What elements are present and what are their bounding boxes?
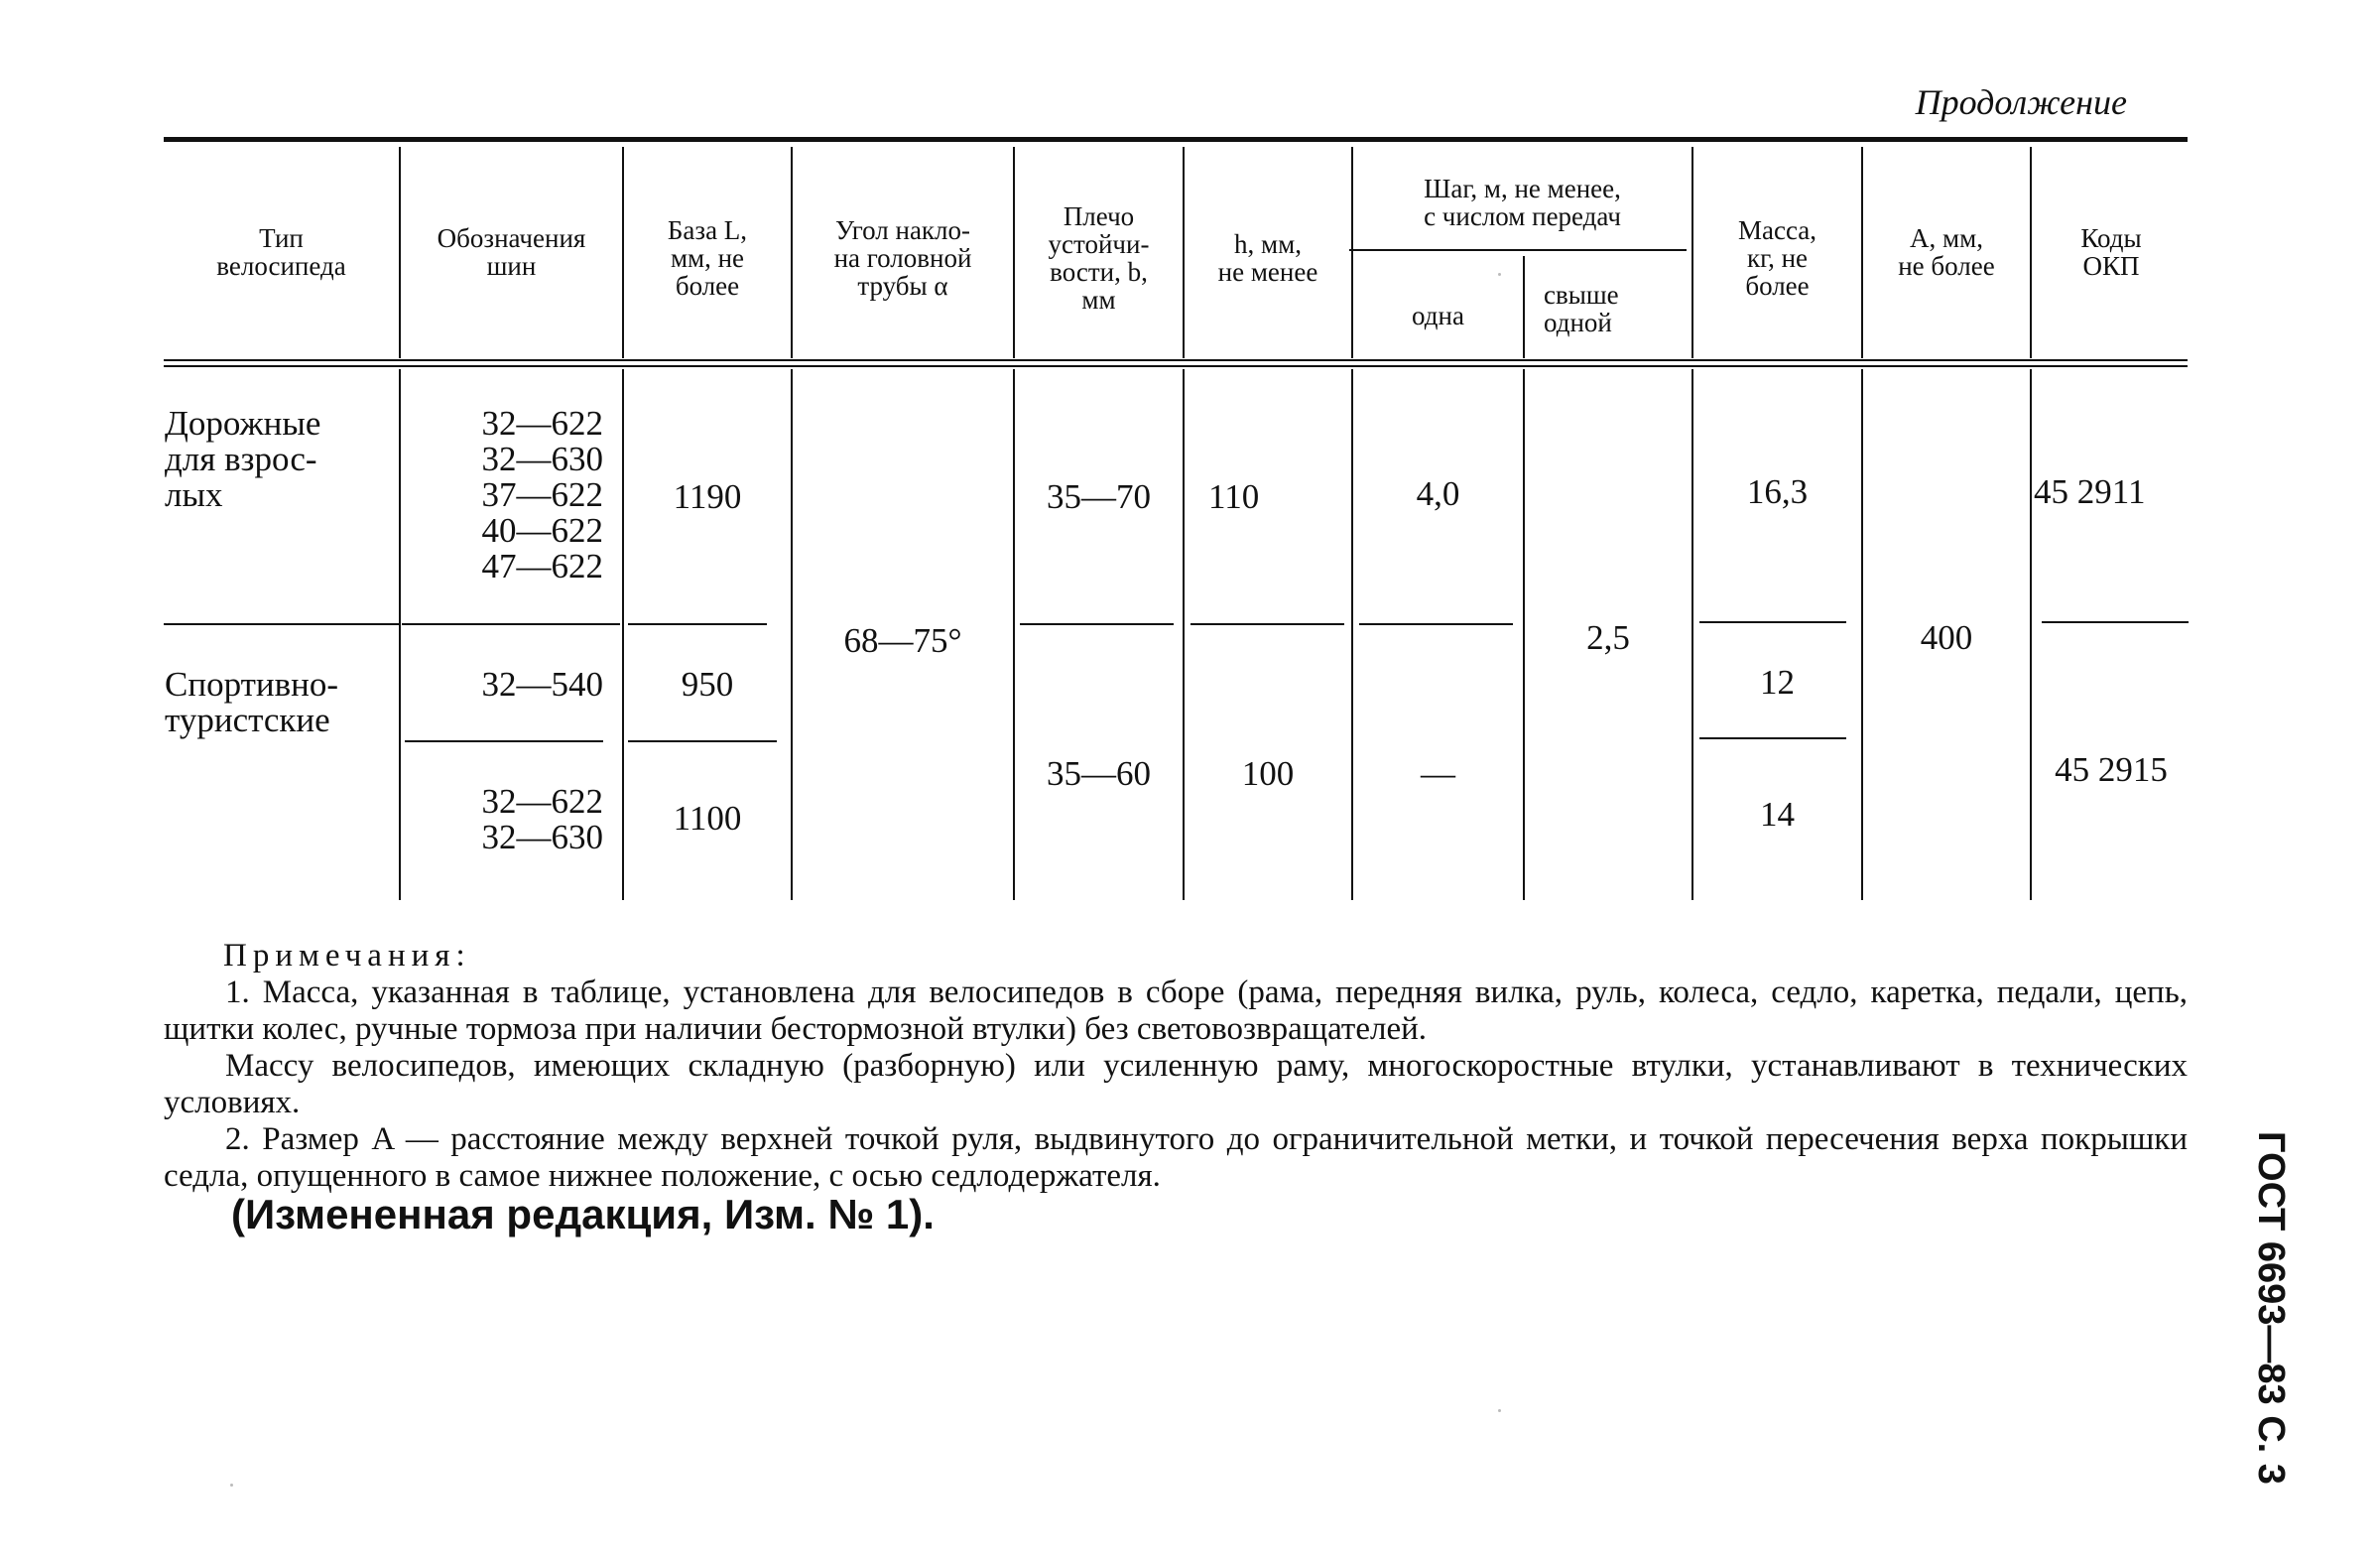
row-road-h: 110 bbox=[1208, 477, 1260, 516]
note-2: 2. Размер A — расстояние между верхней точкой руля, выдвинутого до ограничительной метки, и точкой пересечения верха покрышки седла, опущенного в самое нижнее положение, с осью седлодержателя. bbox=[164, 1121, 2188, 1194]
row-sport-step-one: — bbox=[1421, 754, 1455, 793]
notes-title: Примечания: bbox=[223, 938, 471, 974]
note-1-continued: Массу велосипедов, имеющих складную (разборную) или усиленную раму, многоскоростные втулки, устанавливают в технических условиях. bbox=[164, 1048, 2188, 1120]
subrow-divider bbox=[1699, 737, 1846, 739]
scan-speck bbox=[1498, 1409, 1501, 1412]
header-a: A, мм, не более bbox=[1898, 223, 1995, 281]
col-rule bbox=[1183, 369, 1185, 900]
step-more-value: 2,5 bbox=[1586, 618, 1630, 657]
page-footer-label: ГОСТ 6693—83 С. 3 bbox=[2250, 1131, 2292, 1485]
row-road-tires: 32—622 32—630 37—622 40—622 47—622 bbox=[481, 404, 603, 585]
row-divider bbox=[1699, 621, 1846, 623]
continuation-label: Продолжение bbox=[1915, 82, 2127, 122]
header-bottom-rule-2 bbox=[164, 365, 2188, 367]
header-bottom-rule bbox=[164, 359, 2188, 361]
notes-block bbox=[164, 938, 2188, 1195]
table-top-rule bbox=[164, 137, 2188, 142]
header-step-more: свыше одной bbox=[1544, 280, 1619, 337]
row-road-mass: 16,3 bbox=[1746, 472, 1809, 511]
note-1: 1. Масса, указанная в таблице, установлена для велосипедов в сборе (рама, передняя вилка, руль, колеса, седло, каретка, педали, цепь, щитки колес, ручные тормоза при наличии бестормозной втулки) без световозвращателей. bbox=[164, 974, 2188, 1047]
header-type: Тип велосипеда bbox=[216, 223, 346, 281]
header-okp: Коды ОКП bbox=[2080, 223, 2142, 281]
header-step: Шаг, м, не менее, с числом передач bbox=[1424, 174, 1621, 231]
header-tires: Обозначения шин bbox=[437, 223, 586, 281]
header-arm: Плечо устойчи- вости, b, мм bbox=[1048, 201, 1150, 315]
row-sport-mass-2: 14 bbox=[1760, 795, 1795, 834]
row-divider bbox=[164, 623, 400, 625]
header-angle: Угол накло- на головной трубы α bbox=[833, 215, 972, 301]
row-sport-type: Спортивно- туристские bbox=[165, 665, 339, 739]
row-sport-base-2: 1100 bbox=[673, 799, 742, 838]
row-road-okp: 45 2911 bbox=[2034, 472, 2146, 511]
row-road-base: 1190 bbox=[673, 477, 742, 516]
row-divider bbox=[402, 623, 620, 625]
a-value: 400 bbox=[1920, 618, 1973, 657]
header-base: База L, мм, не более bbox=[667, 215, 748, 301]
col-rule bbox=[1013, 369, 1015, 900]
row-sport-okp: 45 2915 bbox=[2055, 750, 2168, 789]
col-rule bbox=[2030, 369, 2032, 900]
row-road-arm: 35—70 bbox=[1047, 477, 1151, 516]
row-road-step-one: 4,0 bbox=[1416, 474, 1460, 513]
row-sport-mass-1: 12 bbox=[1760, 663, 1795, 702]
header-h: h, мм, не менее bbox=[1217, 229, 1318, 287]
scan-speck bbox=[230, 1484, 233, 1487]
row-sport-tires-2: 32—622 32—630 bbox=[481, 782, 603, 856]
amendment-note: (Измененная редакция, Изм. № 1). bbox=[231, 1191, 935, 1237]
angle-value: 68—75° bbox=[843, 621, 962, 660]
subrow-divider bbox=[628, 740, 777, 742]
step-subheader-rule bbox=[1349, 249, 1687, 251]
header-mass: Масса, кг, не более bbox=[1737, 215, 1817, 301]
row-divider bbox=[2042, 621, 2189, 623]
row-divider bbox=[1020, 623, 1174, 625]
subrow-divider bbox=[405, 740, 603, 742]
row-sport-arm: 35—60 bbox=[1047, 754, 1151, 793]
col-rule bbox=[1523, 256, 1525, 358]
col-rule bbox=[1351, 369, 1353, 900]
row-road-type: Дорожные для взрос- лых bbox=[165, 404, 321, 514]
row-divider bbox=[1359, 623, 1513, 625]
row-sport-tires-1: 32—540 bbox=[481, 665, 603, 704]
row-sport-h: 100 bbox=[1241, 754, 1295, 793]
row-divider bbox=[1190, 623, 1344, 625]
scan-speck bbox=[1498, 273, 1501, 276]
row-divider bbox=[628, 623, 767, 625]
header-step-one: одна bbox=[1412, 301, 1464, 330]
row-sport-base-1: 950 bbox=[681, 665, 734, 704]
